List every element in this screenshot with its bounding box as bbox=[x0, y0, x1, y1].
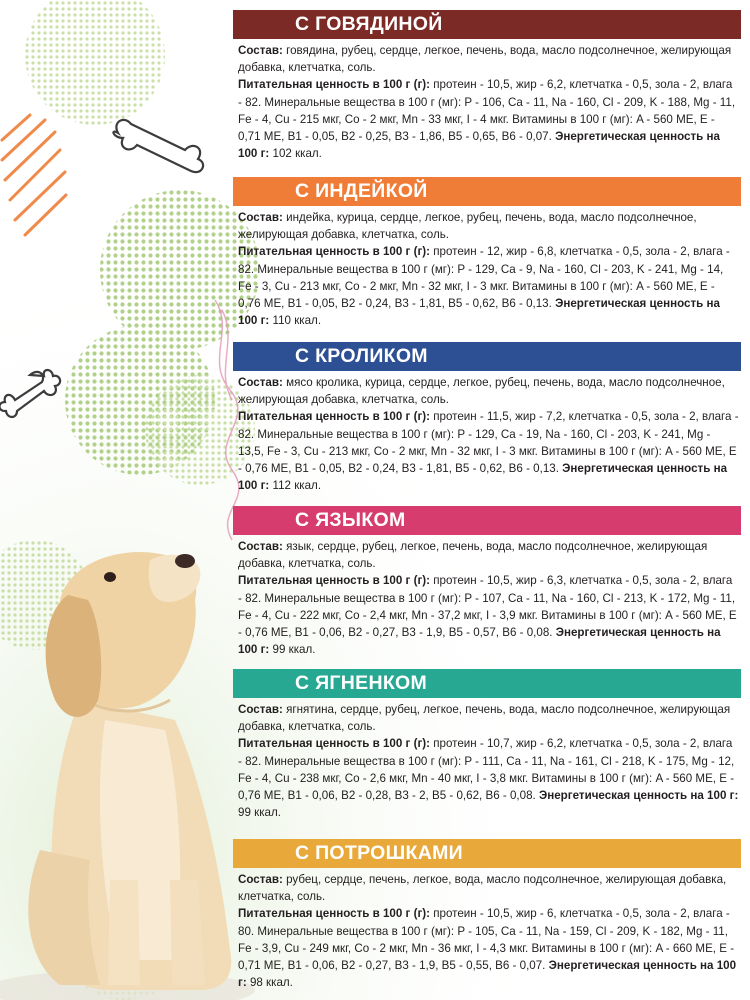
nutrition-text: протеин - 10,5, жир - 6,3, клетчатка - 0,5, зола - 2, влага - 82. Минеральные вещества в 100 г (мг): P - 107, Ca - 11, Na - 160, Cl - 213, K - 172, Mg - 11, Fe - 4, Cu - 222 мкг, Co - 2,4 мкг, Mn - 37,2 мкг, I - 3,9 мкг. Витамины в 100 г (мг): A - 560 МЕ, E - 0,76 МЕ, B1 - 0,06, B2 - 0,27, B3 - 1,9, B5 - 0,57, B6 - 0,08. bbox=[238, 574, 737, 640]
energy-value: 112 ккал. bbox=[272, 479, 322, 493]
product-tongue bbox=[233, 506, 741, 669]
energy-label: Энергетическая ценность на 100 г: bbox=[238, 130, 720, 161]
nutrition-text: протеин - 10,5, жир - 6, клетчатка - 0,5, зола - 2, влага - 80. Минеральные вещества в 100 г (мг): P - 105, Ca - 11, Na - 159, Cl - 209, K - 182, Mg - 11, Fe - 3,9, Cu - 249 мкг, Co - 2 мкг, Mn - 36 мкг, I - 4,3 мкг. Витамины в 100 г (мг): A - 660 МЕ, E - 0,71 МЕ, B1 - 0,06, B2 - 0,27, B3 - 1,9, B5 - 0,55, B6 - 0,07. bbox=[238, 907, 735, 973]
product-beef bbox=[233, 10, 741, 177]
composition-text: ягнятина, сердце, рубец, легкое, печень, вода, масло подсолнечное, желирующая добавка, клетчатка, соль. bbox=[238, 703, 731, 734]
energy-value: 102 ккал. bbox=[272, 147, 322, 161]
energy-value: 99 ккал. bbox=[272, 643, 316, 657]
nutrition-label: Питательная ценность в 100 г (г): bbox=[238, 574, 430, 588]
section-header bbox=[233, 669, 741, 698]
composition-label: Состав: bbox=[238, 703, 283, 716]
nutrition-label: Питательная ценность в 100 г (г): bbox=[238, 78, 430, 92]
composition-label: Состав: bbox=[238, 211, 283, 224]
section-title: С ГОВЯДИНОЙ bbox=[295, 12, 443, 35]
energy-value: 98 ккал. bbox=[249, 976, 293, 990]
nutrition-label: Питательная ценность в 100 г (г): bbox=[238, 737, 430, 751]
section-header bbox=[233, 342, 741, 371]
product-offal bbox=[233, 839, 741, 999]
composition-text: индейка, курица, сердце, легкое, рубец, печень, вода, масло подсолнечное, желирующая добавка, клетчатка, соль. bbox=[238, 211, 697, 242]
section-header bbox=[233, 177, 741, 206]
product-turkey bbox=[233, 177, 741, 342]
section-header bbox=[233, 506, 741, 535]
product-rabbit bbox=[233, 342, 741, 506]
nutrition-text: протеин - 10,7, жир - 6,2, клетчатка - 0,5, зола - 2, влага - 82. Минеральные вещества в 100 г (мг): P - 111, Ca - 11, Na - 161, Cl - 218, K - 175, Mg - 12, Fe - 4, Cu - 238 мкг, Co - 2,6 мкг, Mn - 40 мкг, I - 3,8 мкг. Витамины в 100 г (мг): A - 560 МЕ, E - 0,76 МЕ, B1 - 0,06, B2 - 0,28, B3 - 2, B5 - 0,62, B6 - 0,08. bbox=[238, 737, 735, 803]
energy-label: Энергетическая ценность на 100 г: bbox=[238, 959, 737, 990]
composition-label: Состав: bbox=[238, 376, 283, 389]
composition-label: Состав: bbox=[238, 873, 283, 886]
composition-text: говядина, рубец, сердце, легкое, печень, вода, масло подсолнечное, желирующая добавка, клетчатка, соль. bbox=[238, 44, 732, 75]
section-title: С ЯГНЕНКОМ bbox=[295, 671, 428, 694]
composition-text: язык, сердце, рубец, легкое, печень, вода, масло подсолнечное, желирующая добавка, клетчатка, соль. bbox=[238, 540, 708, 571]
section-title: С КРОЛИКОМ bbox=[295, 344, 428, 367]
energy-label: Энергетическая ценность на 100 г: bbox=[538, 789, 739, 803]
nutrition-text: протеин - 10,5, жир - 6,2, клетчатка - 0,5, зола - 2, влага - 82. Минеральные вещества в 100 г (мг): P - 106, Ca - 11, Na - 160, Cl - 209, K - 188, Mg - 11, Fe - 4, Cu - 215 мкг, Co - 2 мкг, Mn - 33 мкг, I - 4 мкг. Витамины в 100 г (мг): A - 560 МЕ, E - 0,71 МЕ, B1 - 0,05, B2 - 0,25, B3 - 1,86, B5 - 0,65, B6 - 0,07. bbox=[238, 78, 736, 144]
composition-text: рубец, сердце, печень, легкое, вода, масло подсолнечное, желирующая добавка, клетчатка, соль. bbox=[238, 873, 727, 904]
composition-text: мясо кролика, курица, сердце, легкое, рубец, печень, вода, масло подсолнечное, желирующая добавка, клетчатка, соль. bbox=[238, 376, 725, 407]
composition-label: Состав: bbox=[238, 44, 283, 57]
energy-value: 110 ккал. bbox=[272, 314, 322, 328]
energy-label: Энергетическая ценность на 100 г: bbox=[238, 462, 728, 493]
section-title: С ИНДЕЙКОЙ bbox=[295, 179, 428, 202]
section-title: С ПОТРОШКАМИ bbox=[295, 841, 463, 864]
nutrition-text: протеин - 11,5, жир - 7,2, клетчатка - 0,5, зола - 2, влага - 82. Минеральные вещества в 100 г (мг): P - 129, Ca - 19, Na - 160, Cl - 203, K - 241, Mg - 13,5, Fe - 3, Cu - 213 мкг, Co - 2 мкг, Mn - 32 мкг, I - 3 мкг. Витамины в 100 г (мг): A - 560 МЕ, E - 0,76 МЕ, B1 - 0,05, B2 - 0,24, B3 - 1,81, B5 - 0,62, B6 - 0,13. bbox=[238, 410, 739, 476]
energy-label: Энергетическая ценность на 100 г: bbox=[238, 626, 721, 657]
nutrition-text: протеин - 12, жир - 6,8, клетчатка - 0,5, зола - 2, влага - 82. Минеральные вещества в 100 г (мг): P - 129, Ca - 9, Na - 160, Cl - 203, K - 241, Mg - 14, Fe - 3, Cu - 213 мкг, Co - 2 мкг, Mn - 32 мкг, I - 3 мкг. Витамины в 100 г (мг): A - 560 МЕ, E - 0,76 МЕ, B1 - 0,05, B2 - 0,24, B3 - 1,81, B5 - 0,62, B6 - 0,13. bbox=[238, 245, 730, 311]
section-header bbox=[233, 10, 741, 39]
product-list bbox=[233, 10, 741, 999]
section-header bbox=[233, 839, 741, 868]
energy-value: 99 ккал. bbox=[238, 806, 281, 820]
section-body bbox=[233, 868, 741, 991]
section-body bbox=[233, 206, 741, 329]
section-body bbox=[233, 698, 741, 821]
section-body bbox=[233, 39, 741, 162]
section-title: С ЯЗЫКОМ bbox=[295, 508, 406, 531]
section-body bbox=[233, 371, 741, 494]
section-body bbox=[233, 535, 741, 658]
nutrition-label: Питательная ценность в 100 г (г): bbox=[238, 410, 430, 424]
energy-label: Энергетическая ценность на 100 г: bbox=[238, 297, 720, 328]
nutrition-label: Питательная ценность в 100 г (г): bbox=[238, 907, 430, 921]
product-lamb bbox=[233, 669, 741, 839]
composition-label: Состав: bbox=[238, 540, 283, 553]
nutrition-label: Питательная ценность в 100 г (г): bbox=[238, 245, 430, 259]
